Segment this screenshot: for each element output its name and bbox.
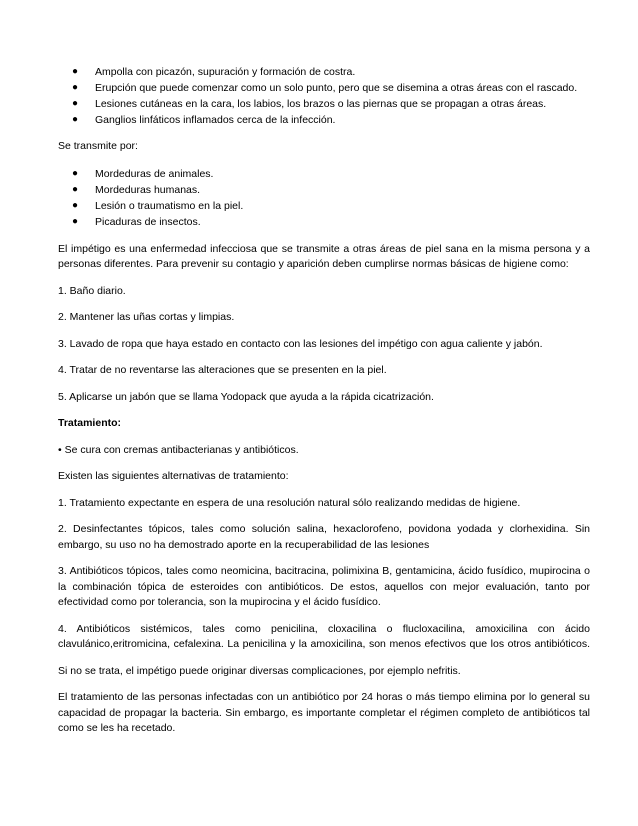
document-body	[58, 64, 590, 748]
prevention-item: 1. Baño diario.	[58, 284, 126, 297]
bullet-icon: ●	[72, 167, 79, 179]
list-item: ● Lesiones cutáneas en la cara, los labios, los brazos o las piernas que se propagan a otras áreas.	[72, 98, 547, 110]
list-item: ● Ganglios linfáticos inflamados cerca de la infección.	[72, 114, 336, 126]
list-item: ● Erupción que puede comenzar como un solo punto, pero que se disemina a otras áreas con el rascado.	[72, 82, 578, 94]
prevention-item: 2. Mantener las uñas cortas y limpias.	[58, 311, 235, 323]
alternatives-intro: Existen las siguientes alternativas de tratamiento:	[58, 470, 289, 482]
bullet-icon: ●	[72, 199, 79, 211]
bullet-icon: ●	[72, 66, 79, 77]
bullet-icon: ●	[72, 215, 79, 227]
list-item: ● Lesión o traumatismo en la piel.	[72, 199, 244, 212]
prevention-item: 4. Tratar de no reventarse las alteraciones que se presenten en la piel.	[58, 364, 387, 376]
bullet-icon: ●	[72, 82, 79, 93]
alternative-item: 1. Tratamiento expectante en espera de una resolución natural sólo realizando medidas de higiene.	[58, 496, 521, 509]
alternative-item: 2. Desinfectantes tópicos, tales como solución salina, hexaclorofeno, povidona yodada y clorhexidina. Sin embargo, su uso no ha demostrado aporte en la recuperabilidad de las lesiones	[58, 523, 590, 551]
complications-paragraph: Si no se trata, el impétigo puede originar diversas complicaciones, por ejemplo nefritis.	[58, 664, 461, 677]
treatment-bullet: • Se cura con cremas antibacterianas y antibióticos.	[58, 443, 299, 456]
alternative-item: 4. Antibióticos sistémicos, tales como penicilina, cloxacilina o flucloxacilina, amoxicilina con ácido clavulánico,eritromicina, cefalexina. La penicilina y la amoxicilina, son menos efectivos que los otros antibióticos.	[58, 622, 590, 650]
transmission-heading: Se transmite por:	[58, 140, 138, 152]
closing-paragraph: El tratamiento de las personas infectadas con un antibiótico por 24 horas o más tiempo elimina por lo general su capacidad de propagar la bacteria. Sin embargo, es importante completar el régimen completo de antibióticos tal como se les ha recetado.	[58, 691, 590, 734]
list-item: ● Ampolla con picazón, supuración y formación de costra.	[72, 66, 356, 78]
symptoms-list	[58, 64, 590, 128]
prevention-item: 3. Lavado de ropa que haya estado en contacto con las lesiones del impétigo con agua caliente y jabón.	[58, 337, 543, 350]
bullet-icon: ●	[72, 183, 79, 195]
list-item: ● Mordeduras humanas.	[72, 183, 201, 196]
treatment-heading: Tratamiento:	[58, 417, 122, 429]
bullet-icon: ●	[72, 98, 79, 109]
bullet-icon: ●	[72, 114, 79, 125]
intro-paragraph: El impétigo es una enfermedad infecciosa que se transmite a otras áreas de piel sana en la misma persona y a personas diferentes. Para prevenir su contagio y aparición deben cumplirse normas básicas de higiene como:	[58, 242, 590, 270]
list-item: ● Picaduras de insectos.	[72, 215, 201, 228]
list-item: ● Mordeduras de animales.	[72, 167, 214, 180]
prevention-item: 5. Aplicarse un jabón que se llama Yodopack que ayuda a la rápida cicatrización.	[58, 390, 434, 403]
alternative-item: 3. Antibióticos tópicos, tales como neomicina, bacitracina, polimixina B, gentamicina, ácido fusídico, mupirocina o la combinación tópica de esteroides con antibióticos. De estos, aquellos con mejor evaluación, tanto por efectividad como por tolerancia, son la mupirocina y el ácido fusídico.	[58, 565, 590, 608]
transmission-list	[58, 166, 590, 230]
